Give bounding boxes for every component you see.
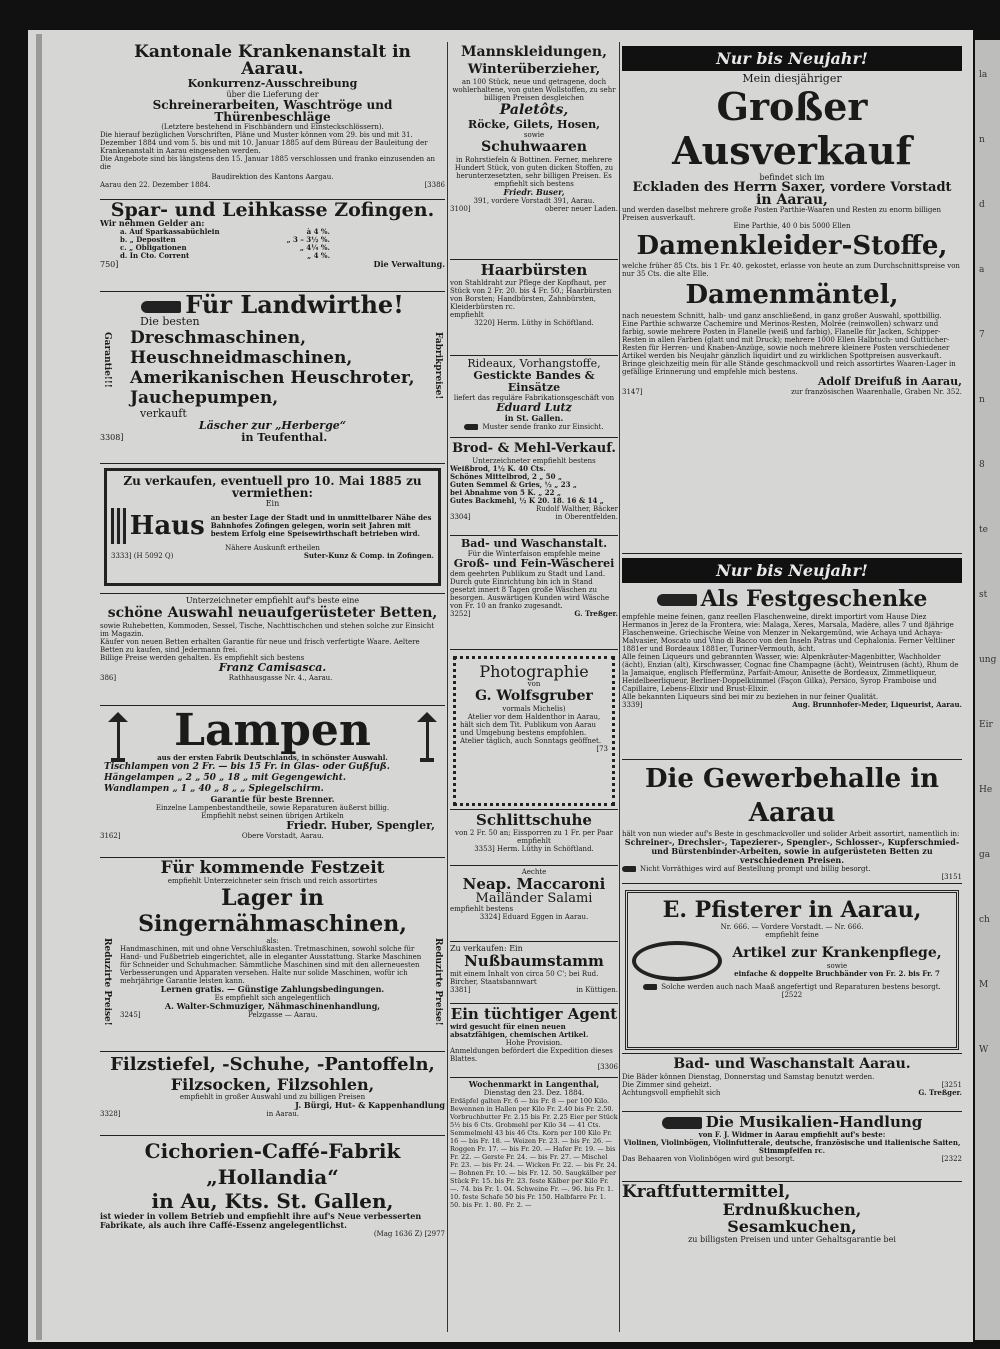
ad-maccaroni — [450, 866, 618, 942]
ad-signature: Läscher zur „Herberge“ — [198, 419, 347, 432]
ad-number: 3100] — [450, 205, 471, 213]
ad-body: Bringe gleichzeitig mein für alle Stände geschmackvoll und reich assortirtes Waaren-Lager in gefällige Erinnerung und empfehle mich bestens. — [622, 360, 956, 376]
rate-label: a. Auf Sparkassabüchlein — [120, 227, 220, 236]
ad-subtitle: aus der ersten Fabrik Deutschlands, in schönster Auswahl. — [157, 753, 388, 762]
ad-title: schöne Auswahl neuaufgerüsteter Betten, — [107, 605, 438, 621]
ad-text: Zu verkaufen: Ein — [450, 944, 523, 953]
ad-subtitle: Konkurrenz-Ausschreibung — [187, 77, 358, 90]
side-text-right: Fabrikpreise! — [433, 332, 443, 400]
ad-gewerbehalle — [622, 760, 962, 884]
ad-text: von — [527, 680, 541, 688]
ad-number: 3328] — [100, 1110, 121, 1118]
ad-address: oberer neuer Laden. — [545, 205, 618, 213]
house-illustration — [111, 508, 126, 544]
ad-number: [3386 — [424, 181, 445, 189]
ad-title: Haarbürsten — [480, 261, 588, 279]
ad-signature: Die Verwaltung. — [373, 259, 445, 269]
machine-item: Heuschneidmaschinen, — [130, 348, 353, 368]
ad-list: Schreiner-, Drechsler-, Tapezierer-, Spengler-, Schlosser-, Kupferschmied- und Bürstenbinder-Arbeiten, sowie in aufgerüsteten Betten zu verschiedenen Preisen. — [624, 837, 960, 865]
ad-pfisterer — [622, 884, 962, 1054]
ad-number: (Mag 1636 Z) [2977 — [373, 1230, 445, 1238]
ad-body: dem geehrten Publikum zu Stadt und Land. Durch gute Einrichtung bin ich in Stand gesetzt innert 8 Tagen große Wäschen zu besorgen. Auswärtigen Kunden wird Wäsche von Fr. 10 an franko zugesandt. — [450, 570, 610, 610]
ad-haus — [100, 464, 445, 594]
rate-value: „ 4 %. — [307, 251, 330, 260]
ad-number: [2522 — [781, 991, 803, 999]
machine-item: Amerikanischen Heuschroter, — [130, 368, 415, 388]
ad-number: 3339] — [622, 701, 643, 709]
pointing-hand-icon — [662, 1117, 702, 1129]
ad-address: in Aarau. — [266, 1110, 299, 1118]
ad-title: Erdnußkuchen, — [722, 1200, 862, 1219]
ad-haarbuersten — [450, 260, 618, 356]
ad-banner: Nur bis Neujahr! — [622, 46, 962, 71]
adjacent-page-fragment: W — [979, 1045, 989, 1055]
ad-number: [3251 — [941, 1081, 962, 1089]
ad-title: Mannskleidungen, — [461, 44, 607, 60]
ad-text: Achtungsvoll empfiehlt sich — [622, 1089, 721, 1097]
ad-signature: Baudirektion des Kantons Aargau. — [211, 173, 334, 181]
ad-signature: J. Bürgi, Hut- & Kappenhandlung — [295, 1100, 445, 1110]
ad-number: 3245] — [120, 1011, 141, 1019]
ad-signature: A. Walter-Schmuziger, Nähmaschinenhandlung, — [164, 1001, 381, 1011]
ad-place: in Teufenthal. — [241, 431, 328, 444]
ad-title: Lampen — [174, 705, 371, 756]
adjacent-page-fragment: ung — [979, 655, 997, 665]
bread-price-row: bei Abnahme von 5 K. „ 22 „ — [450, 488, 561, 497]
ad-address: Nr. 666. — Vordere Vorstadt. — Nr. 666. — [720, 923, 864, 931]
ad-title: Für kommende Festzeit — [160, 858, 385, 878]
ad-text: vormals Michelis) — [502, 705, 566, 713]
ad-signature: 3220] Herm. Lüthy in Schöftland. — [474, 319, 594, 327]
bread-price-row: Schönes Mittelbrod, 2 „ 50 „ — [450, 472, 562, 481]
ad-note: (Letztere bestehend in Fischbändern und Einsteckschlössern). — [161, 123, 384, 131]
ad-title: Cichorien-Caffé-Fabrik „Hollandia“ — [144, 1139, 401, 1189]
ad-heading: Artikel zur Krankenpflege, — [732, 944, 942, 961]
ad-text: empfiehlt feine — [765, 931, 819, 939]
pointing-hand-icon — [657, 594, 697, 606]
ad-address: zur französischen Waarenhalle, Graben Nr. 352. — [791, 388, 962, 396]
adjacent-page-fragment: a — [979, 265, 985, 275]
ad-title: Kantonale Krankenanstalt in Aarau. — [134, 42, 411, 79]
ad-body: Billige Preise werden gehalten. Es empfiehlt sich bestens — [100, 654, 305, 662]
ad-lampen — [100, 706, 445, 858]
ad-title: Schlittschuhe — [476, 811, 592, 829]
adjacent-page-fragment: 8 — [979, 460, 985, 470]
ad-agent — [450, 1004, 618, 1078]
ad-title: Zu verkaufen, eventuell pro 10. Mai 1885 zu vermiethen: — [123, 474, 422, 500]
ad-text: Es empfiehlt sich angelegentlich — [214, 994, 331, 1002]
column-2 — [450, 42, 618, 1278]
ad-text: Lernen gratis. — Günstige Zahlungsbedingungen. — [160, 984, 385, 994]
ad-banner: Nur bis Neujahr! — [622, 558, 962, 583]
ad-body: Die Zimmer sind geheizt. — [622, 1081, 712, 1089]
ad-heading: Groß- und Fein-Wäscherei — [453, 557, 615, 570]
truss-illustration — [632, 941, 722, 981]
ad-number: 3304] — [450, 513, 471, 521]
ad-number: 750] — [100, 260, 119, 269]
ad-schlittschuhe — [450, 810, 618, 866]
ad-title: Rideaux, Vorhangstoffe, — [467, 357, 601, 370]
rate-value: à 4 %. — [306, 227, 330, 236]
ad-text: Atelier vor dem Haldenthor in Aarau, — [467, 713, 601, 721]
ad-title: Für Landwirthe! — [185, 290, 404, 319]
ad-body: Erdäpfel galten Fr. 6 — bis Fr. 8 — per 100 Kilo. Bewennen in Hallen per Kilo Fr. 2.40 bis Fr. 2.50. Vorbruchbutter Fr. 2.15 bis Fr. 2.25 Eier per Stück 5½ bis 6 Cts. Grobmehl per Kilo 34 — 41 Cts. Semmelmehl 43 bis 46 Cts. Korn per 100 Kilo Fr. 16 — bis Fr. 18. — Weizen Fr. 23. — bis Fr. 26. — Roggen Fr. 17. — bis Fr. 20. — Hafer Fr. 19. — bis Fr. 22. — Gerste Fr. 24. — bis Fr. 27. — Mischel Fr. 23. — bis Fr. 24. — Wicken Fr. 22. — bis Fr. 24. — Bohnen Fr. 10. — bis Fr. 12. 50. Saugkälber per Stück Fr. 15. bis Fr. 23. feste Kälber per Kilo Fr. —. 74. bis Fr. 1. 04. Schweine Fr. —. 96. bis Fr. 1. 10. feste Schafe 50 bis Fr. 150. Halbfarre Fr. 1. 50. bis Fr. 1. 80. Fr. 2. — — [450, 1097, 618, 1209]
machine-item: Dreschmaschinen, — [130, 328, 306, 348]
ad-body: hält sich dem Tit. Publikum von Aarau und Umgebung bestens empfohlen. — [460, 721, 597, 737]
ad-ausverkauf — [622, 42, 962, 554]
ad-title: Gestickte Bandes & Einsätze — [473, 369, 595, 394]
lamp-icon — [417, 712, 437, 762]
ad-place: in Aarau, — [756, 192, 828, 208]
ad-festgeschenke — [622, 554, 962, 760]
ad-leihkasse — [100, 200, 445, 292]
ad-title: Als Festgeschenke — [700, 586, 928, 612]
adjacent-page-fragment: M — [979, 980, 989, 990]
ad-text: Empfiehlt nebst seinen übrigen Artikeln — [201, 812, 344, 820]
ad-photographie — [450, 650, 618, 810]
ad-number: [3306 — [597, 1063, 618, 1071]
ad-krankenanstalt — [100, 42, 445, 200]
ad-number: 3252] — [450, 610, 471, 618]
ad-waschanstalt — [450, 536, 618, 650]
rate-row — [120, 252, 330, 260]
ad-title: Filzstiefel, -Schuhe, -Pantoffeln, — [110, 1054, 435, 1075]
ad-heading: Schreinerarbeiten, Waschtröge und Thürenbeschläge — [152, 98, 393, 124]
ad-place: Eckladen des Herrn Saxer, vordere Vorstadt — [632, 180, 952, 195]
ad-address: Obere Vorstadt, Aarau. — [241, 832, 324, 840]
ad-title: Wochenmarkt in Langenthal, — [468, 1079, 600, 1089]
ad-body: hält von nun wieder auf's Beste in geschmackvoller und solider Arbeit assortirt, namentlich in: — [622, 830, 960, 838]
ad-body: Anmeldungen befördert die Expedition dieses Blattes. — [450, 1047, 613, 1063]
adjacent-page-fragment: ga — [979, 850, 991, 860]
ad-signature: Rudolf Walther, Bäcker — [536, 505, 618, 513]
bread-price-row: Weißbrod, 1½ K. 40 Cts. — [450, 464, 546, 473]
pointing-hand-icon — [622, 866, 636, 872]
rate-value: „ 4¼ %. — [299, 243, 330, 252]
side-text-left: Garantie!!! — [102, 332, 112, 388]
ad-body: Atelier täglich, auch Sonntags geöffnet. — [460, 737, 602, 745]
ad-body: Das Behaaren von Violinbögen wird gut besorgt. — [622, 1155, 795, 1163]
ad-address: Rathhausgasse Nr. 4., Aarau. — [228, 674, 333, 682]
ad-heading: Röcke, Gilets, Hosen, — [468, 118, 600, 131]
ad-title: Großer Ausverkauf — [672, 84, 912, 173]
ad-title: Winterüberzieher, — [467, 62, 601, 77]
ad-text: sowie — [826, 961, 848, 970]
ad-text: befindet sich im — [759, 173, 825, 182]
ad-signature: 3324] Eduard Eggen in Aarau. — [479, 913, 589, 921]
ad-number: [73 — [596, 745, 608, 753]
ad-text: Nähere Auskunft ertheilen — [225, 544, 320, 552]
ad-title: Filzsocken, Filzsohlen, — [170, 1075, 375, 1094]
ad-heading: Damenkleider-Stoffe, — [636, 231, 948, 261]
ad-text: Für die Winterfaison empfehle meine — [467, 550, 601, 558]
adjacent-page-fragment: d — [979, 200, 985, 210]
adjacent-page-fragment: n — [979, 395, 985, 405]
rate-label: d. In Cto. Corrent — [120, 251, 190, 260]
ad-text: Aechte — [521, 868, 547, 876]
ad-body: einfache & doppelte Bruchbänder von Fr. 2. bis Fr. 7 — [734, 968, 940, 978]
lamp-price-row: Wandlampen „ 1 „ 40 „ 8 „ „ Spiegelschirm. — [104, 784, 324, 794]
side-text-right: Reduzirte Preise! — [433, 938, 443, 1026]
ad-number: 3381] — [450, 986, 471, 994]
ad-body: von 2 Fr. 50 an; Eissporren zu 1 Fr. per Paar empfiehlt — [455, 829, 613, 845]
ad-text: Muster sende franko zur Einsicht. — [482, 423, 604, 431]
ad-signature: Adolf Dreifuß in Aarau, — [817, 375, 962, 388]
ad-filzstiefel — [100, 1052, 445, 1136]
ad-text: empfiehlt — [450, 311, 484, 319]
column-divider — [619, 42, 620, 1332]
ad-title: Photographie — [479, 662, 589, 681]
page-binding-edge — [36, 34, 42, 1340]
ad-note: Nicht Vorräthiges wird auf Bestellung prompt und billig besorgt. — [640, 865, 871, 873]
ad-number: 3308] — [100, 433, 124, 442]
ad-body: empfehle meine feinen, ganz reellen Flaschenweine, direkt importirt vom Hause Diez Hermanos in Jerez de la Frontera, wie: Malaga, Xeres, Marsala, Madère, alles 7 und 8jährige Flaschenweine. Griechische Weine von Menzer in Nekargemünd, wie Achaya und Achaya-Malvasier, Moscato und Vino di Bacco von den Inseln Patras und Cephalonia. Ferner Veltliner 1881er und Bordeaux 1881er, Turiner-Vermouth, ächt. — [622, 613, 955, 653]
ad-rideaux — [450, 356, 618, 438]
ad-title: Mailänder Salami — [475, 891, 593, 906]
ad-nussbaumstamm — [450, 942, 618, 1004]
bread-price-row: Guten Semmel & Gries, ½ „ 23 „ — [450, 480, 577, 489]
ad-body: ist wieder in vollem Betrieb und empfiehlt ihre auf's Neue verbesserten Fabrikate, als auch ihre Caffé-Essenz angelegentlichst. — [100, 1211, 422, 1230]
ad-title: Sesamkuchen, — [727, 1217, 857, 1236]
pointing-hand-icon — [141, 301, 181, 313]
ad-title: Bad- und Waschanstalt Aarau. — [673, 1056, 911, 1072]
ad-text: verkauft — [140, 407, 187, 420]
ad-body: Alle bekannten Liqueurs sind bei mir zu beziehen in nur feiner Qualität. — [622, 693, 879, 701]
adjacent-page-fragment: ch — [979, 915, 990, 925]
ad-mannskleidungen — [450, 42, 618, 260]
ad-haus-word: Haus — [129, 511, 205, 541]
ad-place: in St. Gallen. — [504, 413, 564, 423]
ad-guarantee: Garantie für beste Brenner. — [210, 794, 335, 804]
ad-title: Bad- und Waschanstalt. — [460, 537, 608, 550]
ad-name: G. Wolfsgruber — [475, 688, 593, 704]
ad-body: Die Angebote sind bis längstens den 15. Januar 1885 verschlossen und franko einzusenden an die — [100, 155, 436, 171]
ad-body: zu billigsten Preisen und unter Gehaltsgarantie bei — [688, 1235, 896, 1244]
ad-signature: Suter-Kunz & Comp. in Zofingen. — [303, 551, 434, 560]
ad-body: Die hierauf bezüglichen Vorschriften, Pläne und Muster können vom 29. bis und mit 31. Dezember 1884 und vom 5. bis und mit 10. Januar 1885 auf dem Büreau der Bauleitung der Krankenanstalt in Aarau eingesehen werden. — [100, 131, 428, 155]
lamp-price-row: Hängelampen „ 2 „ 50 „ 18 „ mit Gegengewicht. — [104, 773, 347, 783]
rate-value: „ 3 – 3½ %. — [286, 235, 330, 244]
ad-signature: Aug. Brunnhofer-Meder, Liqueurist, Aarau. — [792, 700, 962, 709]
ad-text: über die Lieferung der — [226, 90, 319, 99]
bread-price-row: Gutes Backmehl, ½ K 20. 18. 16 & 14 „ — [450, 496, 604, 505]
ad-body: Solche werden auch nach Maaß angefertigt und Reparaturen bestens besorgt. — [661, 983, 941, 991]
ad-number: 386] — [100, 674, 117, 682]
ad-body: an bester Lage der Stadt und in unmittelbarer Nähe des Bahnhofes Zofingen gelegen, worin seit Jahren mit bestem Erfolg eine Speisewirthschaft betrieben wird. — [210, 513, 432, 538]
ad-address: 391, vordere Vorstadt 391, Aarau. — [473, 197, 595, 205]
ad-heading: Paletôts, — [499, 102, 569, 118]
adjacent-page-fragment: He — [979, 785, 993, 795]
ad-singer — [100, 858, 445, 1052]
adjacent-page-fragment: la — [979, 70, 988, 80]
ad-signature: Franz Camisasca. — [218, 661, 327, 674]
ad-body: in Rohrstiefeln & Bottinen. Ferner, mehrere Hundert Stück, von guten dicken Stoffen, zu herunterzesetzten, sehr billigen Preisen. Es empfiehlt sich bestens — [454, 156, 614, 188]
ad-body: Die Bäder können Dienstag, Donnerstag und Samstag benutzt werden. — [622, 1073, 875, 1081]
ad-text: Mein diesjähriger — [742, 72, 842, 85]
ad-heading: Schuhwaaren — [481, 139, 587, 155]
ad-place: in Küttigen. — [576, 986, 618, 994]
ad-body: Violinen, Violinbögen, Violinfutterale, deutsche, französische und italienische Saiten, Stimmpfeifen rc. — [623, 1138, 961, 1155]
ad-body: an 100 Stück, neue und getragene, doch wohlerhaltene, von guten Wollstoffen, zu sehr billigen Preisen desgleichen — [452, 78, 616, 102]
column-3 — [622, 42, 962, 1272]
ad-signature: Eduard Lutz — [496, 401, 572, 414]
ad-body: Eine Parthie, 40 0 bis 5000 Ellen — [733, 222, 851, 230]
ad-landwirthe — [100, 292, 445, 464]
ad-body: nach neuestem Schnitt, halb- und ganz anschließend, in ganz großer Auswahl, spottbillig. — [622, 312, 942, 320]
ad-text: als: — [266, 937, 279, 945]
ad-signature: G. Treßger. — [918, 1088, 962, 1097]
rate-label: c. „ Obligationen — [120, 243, 187, 252]
ad-signature: G. Treßger. — [574, 609, 618, 618]
lamp-icon — [108, 712, 128, 762]
ad-signature: Friedr. Huber, Spengler, — [286, 819, 435, 832]
ad-brod-mehl — [450, 438, 618, 536]
pointing-hand-icon — [643, 984, 657, 990]
ad-date: Aarau den 22. Dezember 1884. — [100, 181, 211, 189]
ad-betten — [100, 594, 445, 706]
ad-title: Kraftfuttermittel, — [622, 1182, 791, 1202]
ad-signature: 3353] Herm. Lüthy in Schöftland. — [474, 845, 594, 853]
ad-body: Handmaschinen, mit und ohne Verschlußkasten. Tretmaschinen, sowohl solche für Hand- und Fußbetrieb eingerichtet, alle in eleganter Ausstattung. Starke Maschinen für Schneider und Schuhmacher. Sämmtliche Maschinen sind mit den allerneuesten Verbesserungen und Apparaten versehen. Halte nur solide Maschinen, wofür ich mehrjährige Garantie leisten kann. — [120, 945, 422, 985]
ad-body: sowie Ruhebetten, Kommoden, Sessel, Tische, Nachttischchen und stehen solche zur Einsicht im Magazin. — [100, 622, 435, 638]
adjacent-page-fragment: Eir — [979, 720, 993, 730]
ad-number: [3151 — [941, 873, 962, 881]
ad-heading: Lager in Singernähmaschinen, — [138, 885, 407, 937]
ad-text: Ein — [265, 499, 280, 508]
ad-address: Pelzgasse — Aarau. — [248, 1011, 318, 1019]
column-divider — [447, 42, 448, 1332]
pointing-hand-icon — [464, 424, 478, 430]
ad-subtitle: Wir nehmen Gelder an: — [100, 218, 205, 228]
adjacent-page-fragment: n — [979, 135, 985, 145]
ad-date: Dienstag den 23. Dez. 1884. — [483, 1089, 585, 1097]
ad-body: mit einem Inhalt von circa 50 C'; bei Rud. Bircher, Staatsbannwart — [450, 970, 599, 986]
adjacent-page-fragment: 7 — [979, 330, 985, 340]
ad-number: 3147] — [622, 388, 643, 396]
rate-label: b. „ Depositen — [120, 235, 176, 244]
ad-title: E. Pfisterer in Aarau, — [662, 897, 922, 923]
ad-number: 3333] (H 5092 Q) — [111, 552, 174, 560]
ad-text: Unterzeichneter empfiehlt bestens — [472, 457, 596, 465]
ad-title: Ein tüchtiger Agent — [450, 1005, 618, 1023]
ad-title: Spar- und Leihkasse Zofingen. — [110, 199, 435, 221]
ad-cichorien — [100, 1136, 445, 1254]
adjacent-page-strip — [975, 40, 1000, 1340]
ad-text: sowie — [523, 131, 545, 139]
ad-text: Unterzeichneter empfiehlt auf's beste eine — [185, 596, 360, 605]
ad-kraftfutter — [622, 1182, 962, 1272]
ad-signature: Friedr. Buser, — [503, 187, 565, 197]
ad-subtitle: von F. J. Widmer in Aarau empfiehlt auf's beste: — [698, 1130, 886, 1139]
ad-body: und werden daselbst mehrere große Posten Parthie-Waaren und Resten zu enorm billigen Preisen ausverkauft. — [622, 206, 942, 222]
ad-body: Alle feinen Liqueurs und gebrannten Wasser, wie: Alpenkräuter-Magenbitter, Wachholder (ächt), Enzian (alt), Kirschwasser, Cognac fine Champagne (ächt), Weintrusen (ächt), Rhum de la Jamaique, englisch Pfeffermünz, Parfait-Amour, Anisette de Bordeaux, Zimmetliqueur, Heidelbeerliqueur, Berliner-Doppelkümmel (Façon Gilka), Persico, Syrop Framboise und Capillaire, Lebens-Elixir und Brust-Elixir. — [622, 653, 959, 693]
ad-number: 3162] — [100, 832, 121, 840]
ad-title: Brod- & Mehl-Verkauf. — [452, 441, 616, 456]
ad-bad-waschanstalt-aarau — [622, 1054, 962, 1112]
ad-number: [2322 — [941, 1155, 962, 1163]
ad-body: welche früher 85 Cts. bis 1 Fr. 40. gekostet, erlasse von heute an zum Durchschnittspreise von nur 35 Cts. die alte Elle. — [622, 262, 960, 278]
machine-item: Die besten — [140, 315, 200, 328]
ad-body: von Stahldraht zur Pflege der Kopfhaut, per Stück von 2 Fr. 20. bis 4 Fr. 50.; Haarbürsten von Borsten; Handbürsten, Zahnbürsten, Kleiderbürsten rc. — [450, 279, 612, 311]
ad-heading: Damenmäntel, — [685, 280, 899, 310]
ad-place: in Au, Kts. St. Gallen, — [151, 1189, 394, 1213]
ad-address: in Oberentfelden. — [555, 513, 618, 521]
ad-title: Die Musikalien-Handlung — [705, 1113, 923, 1131]
ad-body: Eine Parthie schwarze Cachemire und Merinos-Resten, Molrée (reinwollen) schwarz und farbig, sowie mehrere Posten in Flanelle (weiß und farbig), Flanelle für Jacken, Schipper-Resten in allen Farben (glatt und mit Druck); mehrere 1000 Ellen Halbtuch- und Guttücher-Resten für Herren- und Knaben-Anzüge, sowie noch mehrere kleinere Posten verschiedener Artikel werden bis Neujahr gänzlich liquidirt und zu wirklichen Spottpreisen ausverkauft. — [622, 320, 950, 360]
ad-text: liefert das reguläre Fabrikationsgeschäft von — [453, 394, 615, 402]
adjacent-page-fragment: te — [979, 525, 988, 535]
ad-text: empfiehlt bestens — [450, 905, 514, 913]
ad-text: Hohe Provision. — [505, 1039, 563, 1047]
ad-body: wird gesucht für einen neuen absatzfähigen, chemischen Artikel. — [450, 1022, 589, 1039]
ad-text: Einzelne Lampenbestandtheile, sowie Reparaturen äußerst billig. — [155, 804, 390, 812]
ad-text: empfiehlt Unterzeichneter sein frisch und reich assortirtes — [167, 877, 378, 885]
ad-title: Die Gewerbehalle in Aarau — [645, 764, 939, 828]
ad-wochenmarkt — [450, 1078, 618, 1278]
ad-body: Käufer von neuen Betten erhalten Garantie für neue und frisch verfertigte Waare. Aeltere Betten zu kaufen, sind Jedermann frei. — [100, 638, 420, 654]
ad-musikalien — [622, 1112, 962, 1182]
lamp-price-row: Tischlampen von 2 Fr. — bis 15 Fr. in Glas- oder Gußfuß. — [104, 762, 390, 772]
ad-title: Nußbaumstamm — [464, 952, 604, 970]
ad-text: empfiehlt in großer Auswahl und zu billigen Preisen — [179, 1093, 366, 1101]
machine-item: Jauchepumpen, — [130, 388, 279, 408]
adjacent-page-fragment: st — [979, 590, 988, 600]
side-text-left: Reduzirte Preise! — [102, 938, 112, 1026]
ad-title: Neap. Maccaroni — [462, 875, 606, 893]
column-1 — [100, 42, 445, 1254]
